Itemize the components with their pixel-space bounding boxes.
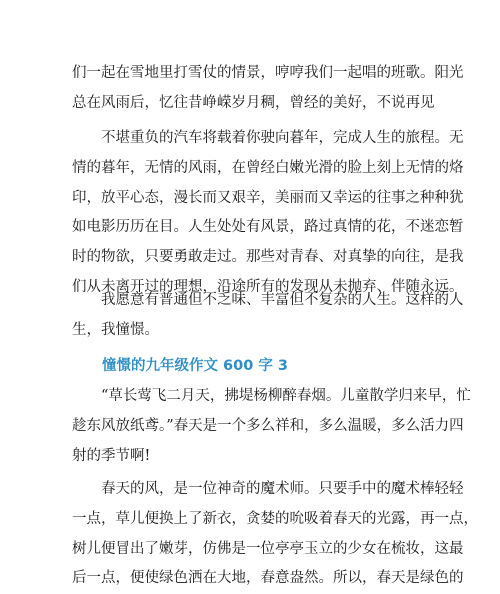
- text-line: 印，放平心态，漫长而又艰辛，美丽而又幸运的往事之种种犹: [72, 189, 464, 206]
- text-line: 情的暮年，无情的风雨，在曾经白嫩光滑的脸上刻上无情的烙: [72, 159, 464, 176]
- text-line: 如电影历历在目。人生处处有风景，路过真情的花，不迷恋暂: [72, 219, 464, 236]
- paragraph-2: [72, 124, 464, 303]
- text-line: 们从未离开过的理想，沿途所有的发现从未抛弃、伴随永远。: [72, 278, 464, 295]
- text-line: 树儿便冒出了嫩芽，仿佛是一位亭亭玉立的少女在梳妆，这最: [72, 540, 464, 557]
- paragraph-4: [72, 382, 471, 471]
- text-line: 后一点，便使绿色洒在大地，春意盎然。所以，春天是绿色的: [72, 570, 464, 587]
- text-line: 趁东风放纸鸢。”春天是一个多么祥和，多么温暖，多么活力四: [72, 417, 464, 434]
- paragraph-1: [72, 59, 464, 119]
- text-line: 不堪重负的汽车将载着你驶向暮年，完成人生的旅程。无: [72, 130, 464, 146]
- text-line: 总在风雨后，忆往昔峥嵘岁月稠，曾经的美好，不说再见: [72, 94, 435, 111]
- text-line: “草长莺飞二月天，拂堤杨柳醉春烟。儿童散学归来早，忙: [72, 388, 471, 404]
- text-line: 射的季节啊!: [72, 447, 151, 464]
- section-heading: 憧憬的九年级作文 600 字 3: [102, 358, 288, 374]
- paragraph-5: [72, 475, 478, 594]
- text-line: 时的物欲，只要勇敢走过。那些对青春、对真挚的向往，是我: [72, 249, 464, 266]
- text-line: 春天的风，是一位神奇的魔术师。只要手中的魔术棒轻轻: [72, 481, 464, 497]
- text-line: 们一起在雪地里打雪仗的情景，哼哼我们一起唱的班歌。阳光: [72, 65, 464, 81]
- text-line: 生，我憧憬。: [72, 321, 159, 338]
- text-line: 我愿意有普通但不乏味、丰富但不复杂的人生。这样的人: [72, 292, 464, 308]
- text-line: 一点，草儿便换上了新衣，贪婪的吮吸着春天的光露，再一点，: [72, 510, 478, 527]
